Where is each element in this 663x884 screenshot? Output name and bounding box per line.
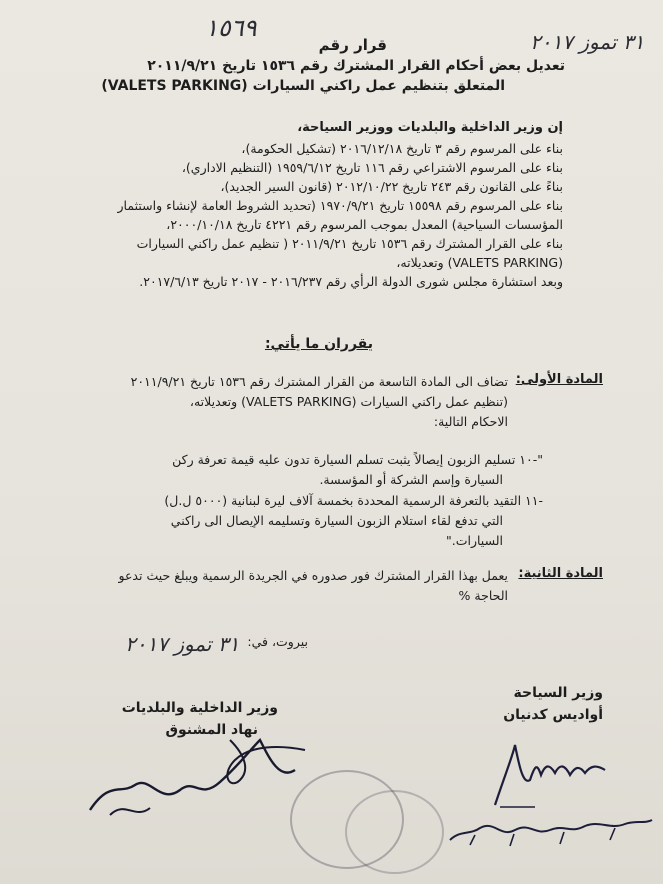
- item-10-line: السيارة وإسم الشركة أو المؤسسة.: [319, 472, 503, 487]
- item-11-line: -١١ التقيد بالتعرفة الرسمية المحددة بخمسة آلاف ليرة لبنانية (٥٠٠٠ ل.ل): [164, 493, 543, 508]
- preamble-line: المؤسسات السياحية) المعدل بموجب المرسوم رقم ٤٢٢١ تاريخ ٢٠٠٠/١٠/١٨،: [166, 217, 563, 232]
- article1-line: تضاف الى المادة التاسعة من القرار المشترك رقم ١٥٣٦ تاريخ ٢٠١١/٩/٢١: [130, 374, 508, 389]
- preamble-line: بناء على القرار المشترك رقم ١٥٣٦ تاريخ ٢٠١١/٩/٢١ ( تنظيم عمل راكني السيارات: [136, 236, 563, 251]
- preamble-line: بناءً على القانون رقم ٢٤٣ تاريخ ٢٠١٢/١٠/٢٢ (قانون السير الجديد)،: [220, 179, 563, 194]
- preamble-line: (VALETS PARKING) وتعديلاته،: [396, 255, 563, 270]
- tourism-minister-name: أواديس كدنيان: [503, 707, 603, 723]
- preamble-line: بناء على المرسوم رقم ١٥٥٩٨ تاريخ ١٩٧٠/٩/٢١ (تحديد الشروط العامة لإنشاء واستثمار: [117, 198, 563, 213]
- decision-subtitle-2: المتعلق بتنظيم عمل راكني السيارات (VALETS PARKING): [101, 78, 505, 94]
- article2-line: يعمل بهذا القرار المشترك فور صدوره في الجريدة الرسمية ويبلغ حيث تدعو: [118, 568, 508, 583]
- interior-signature: [80, 720, 310, 830]
- place-date-label: بيروت، في:: [247, 634, 308, 649]
- handwritten-top-date: ٣١ تموز ٢٠١٧: [530, 30, 645, 54]
- item-11-line: السيارات.": [445, 533, 503, 548]
- article2-label: المادة الثانية:: [518, 566, 603, 581]
- article1-label: المادة الأولى:: [515, 372, 603, 387]
- preamble-line: بناء على المرسوم الاشتراعي رقم ١١٦ تاريخ ١٩٥٩/٦/١٢ (التنظيم الاداري)،: [181, 160, 563, 175]
- tourism-minister-title: وزير السياحة: [513, 685, 603, 701]
- article1-line: الاحكام التالية:: [433, 414, 508, 429]
- preamble-line: بناء على المرسوم رقم ٣ تاريخ ٢٠١٦/١٢/١٨ (تشكيل الحكومة)،: [241, 141, 563, 156]
- article2-line: الحاجة %: [458, 588, 508, 603]
- handwritten-note-bottom-right: [440, 800, 660, 860]
- article1-line: (تنظيم عمل راكني السيارات (VALETS PARKING) وتعديلاته،: [189, 394, 508, 409]
- preamble-line: وبعد استشارة مجلس شورى الدولة الرأي رقم ٢٠١٦/٢٣٧ - ٢٠١٧ تاريخ ٢٠١٧/٦/١٣.: [139, 274, 563, 289]
- interior-minister-title: وزير الداخلية والبلديات: [121, 700, 278, 716]
- interior-minister-name: نهاد المشنوق: [165, 722, 258, 738]
- decide-heading: يقرران ما يأتي:: [264, 336, 373, 352]
- item-10-line: "-١٠ تسليم الزبون إيصالاً يثبت تسلم السيارة تدون عليه قيمة تعرفة ركن: [172, 452, 543, 467]
- official-stamp: [345, 790, 444, 874]
- item-11-line: التي تدفع لقاء استلام الزبون السيارة وتسليمه الإيصال الى راكني: [170, 513, 503, 528]
- decision-subtitle-1: تعديل بعض أحكام القرار المشترك رقم ١٥٣٦ تاريخ ٢٠١١/٩/٢١: [147, 58, 565, 74]
- handwritten-bottom-date: ٣١ تموز ٢٠١٧: [125, 632, 240, 656]
- preamble-intro: إن وزير الداخلية والبلديات ووزير السياحة،: [297, 120, 563, 135]
- decision-label: قرار رقم: [318, 36, 387, 54]
- handwritten-decision-number: ١٥٦٩: [205, 14, 257, 42]
